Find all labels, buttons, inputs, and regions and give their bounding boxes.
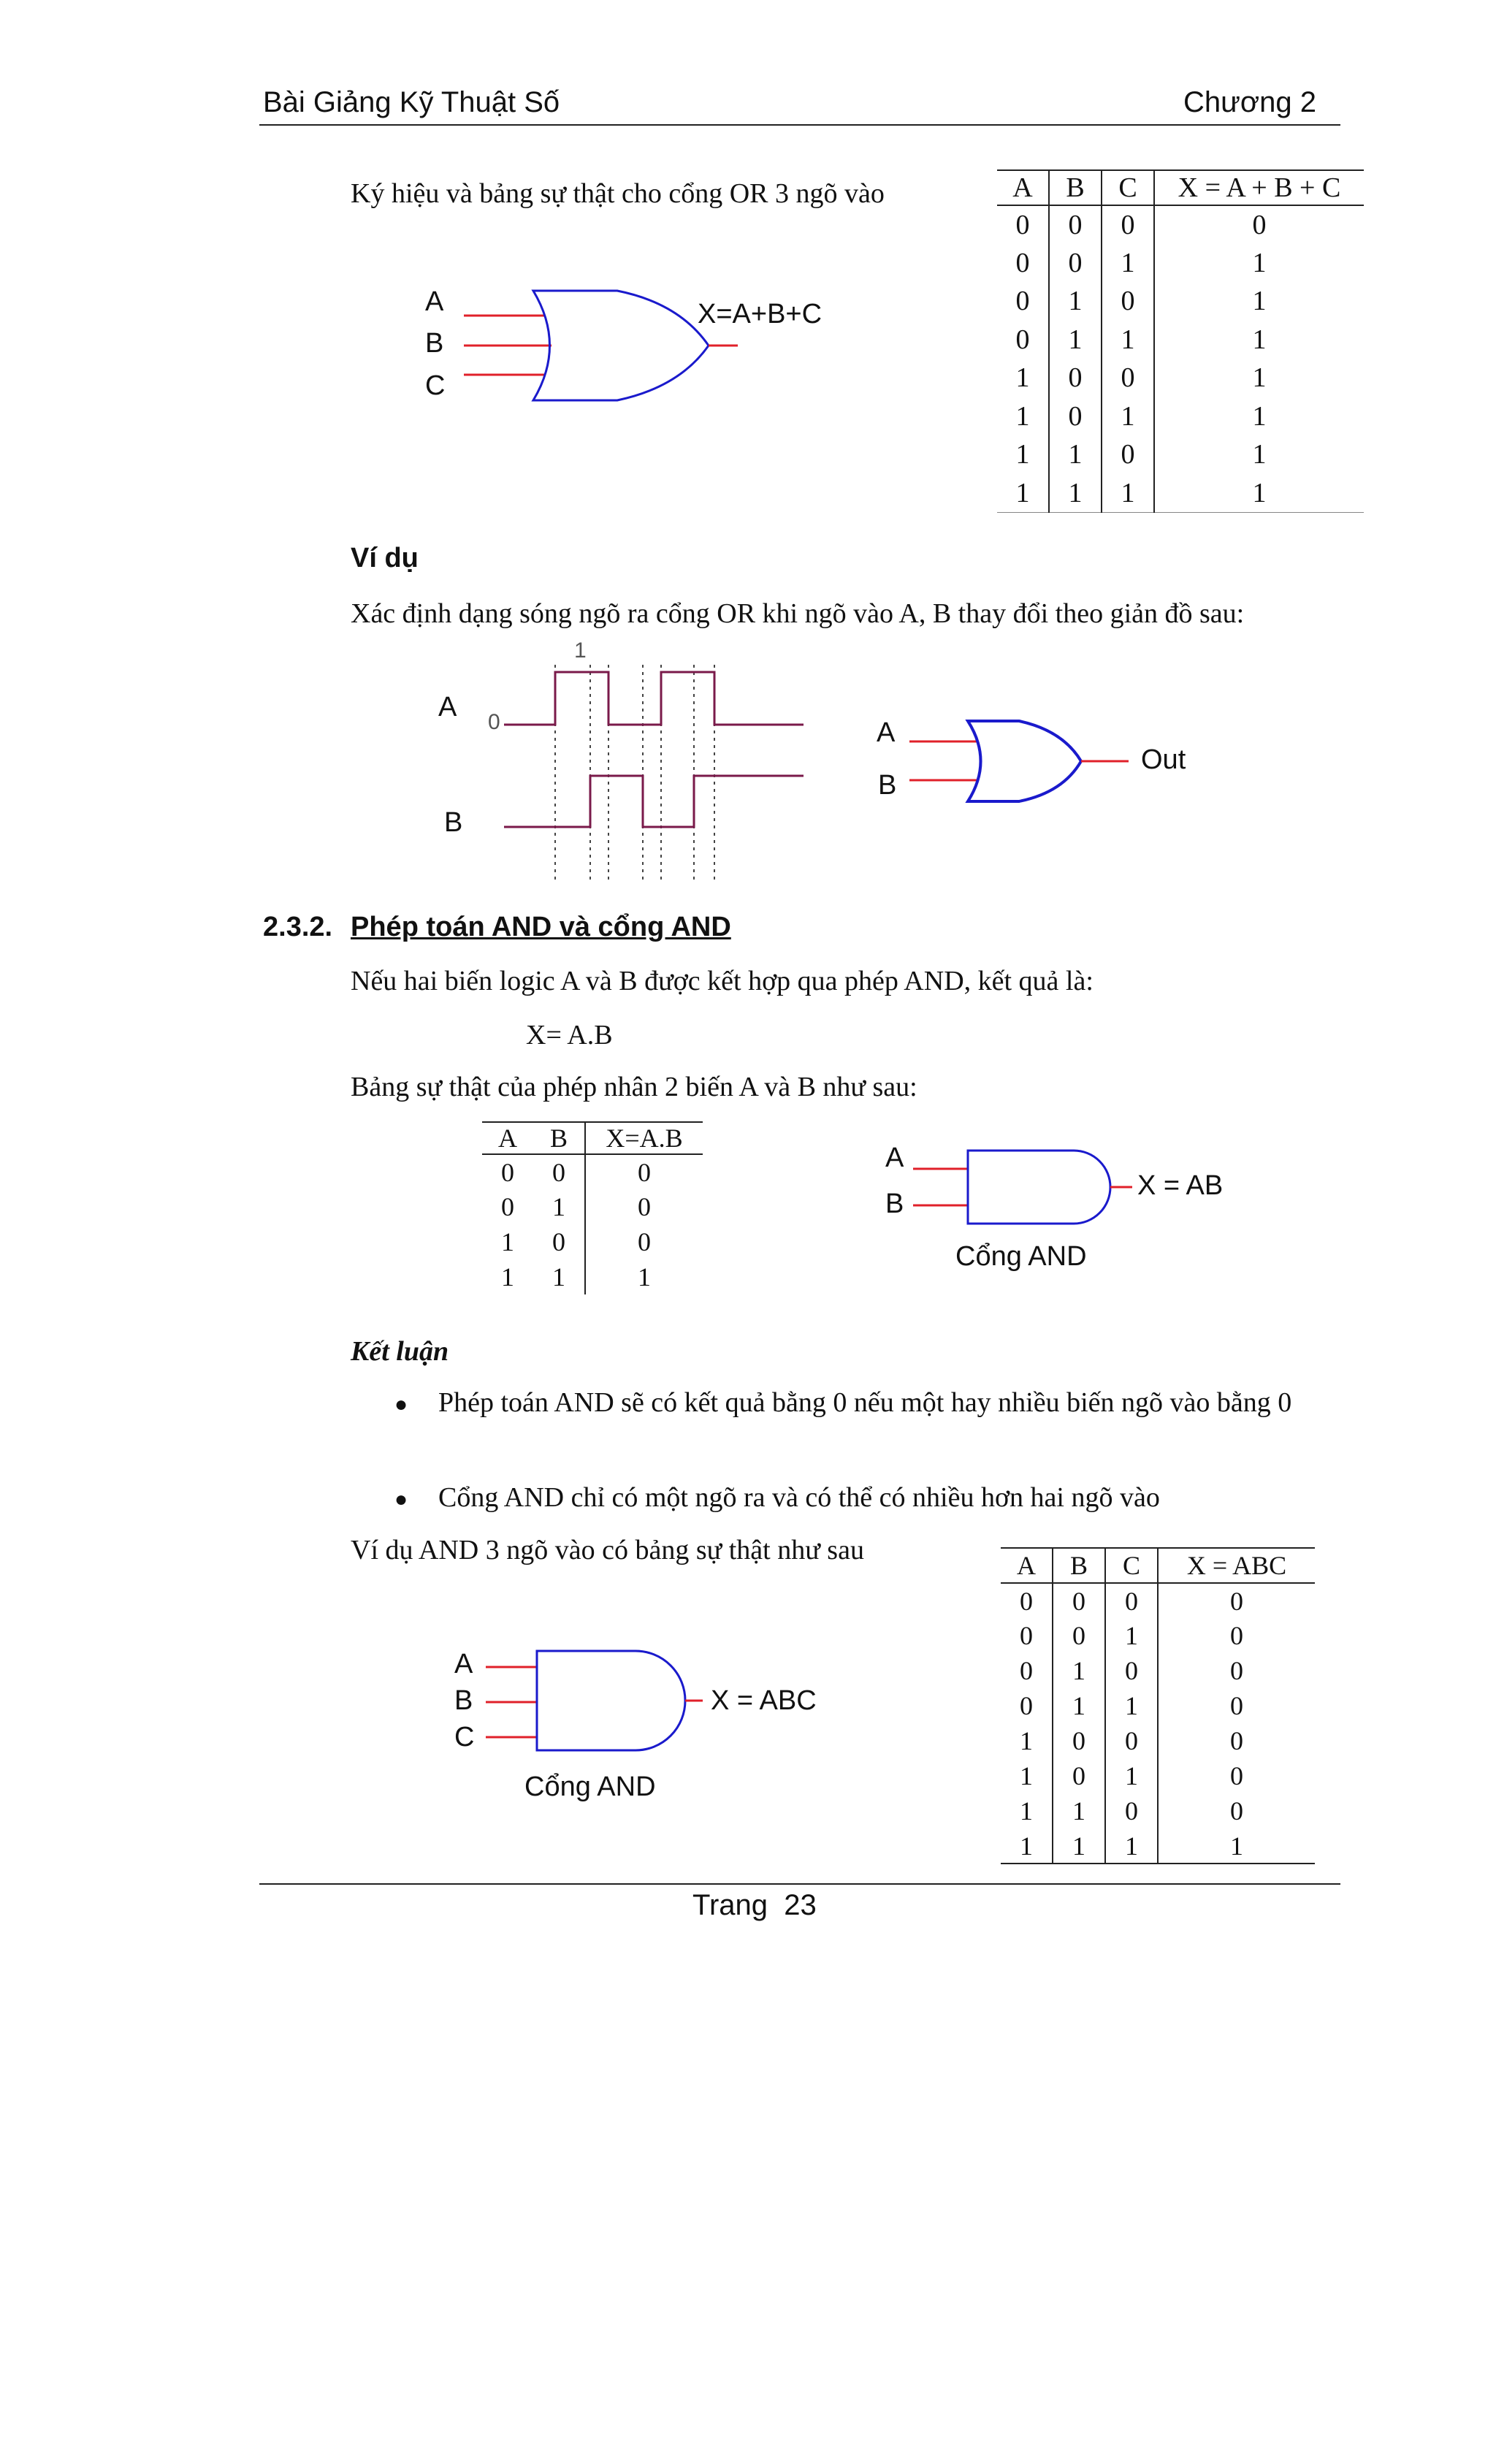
table-cell: 0 — [1230, 1656, 1243, 1685]
table-cell: 0 — [1053, 1583, 1105, 1618]
table-cell: 1 — [1252, 324, 1267, 355]
conclusion-title: Kết luận — [351, 1336, 449, 1367]
waveform-a — [504, 672, 804, 725]
section-number: 2.3.2. — [263, 912, 333, 942]
or3-label-a: A — [425, 286, 444, 317]
table-cell: 0 — [1001, 1618, 1053, 1653]
and-gate-symbol — [537, 1651, 685, 1750]
table-cell: 1 — [1102, 474, 1154, 513]
table-cell: 1 — [1105, 1688, 1158, 1723]
table-row — [1001, 1653, 1315, 1688]
table-header: X=A.B — [606, 1124, 683, 1153]
table-cell: 1 — [1053, 1793, 1105, 1828]
table-cell: 0 — [638, 1157, 651, 1187]
table-row — [1001, 1758, 1315, 1793]
table-cell: 0 — [1049, 205, 1102, 244]
table-cell: 0 — [533, 1224, 585, 1259]
table-cell: 0 — [1001, 1688, 1053, 1723]
table-cell: 0 — [638, 1227, 651, 1256]
and3-label-c: C — [454, 1722, 475, 1752]
table-cell: 0 — [1252, 209, 1267, 240]
table-cell: 0 — [1053, 1723, 1105, 1758]
table-cell: 0 — [1105, 1793, 1158, 1828]
table-cell: 0 — [997, 321, 1049, 359]
table-cell: 1 — [1105, 1828, 1158, 1864]
waveform-b — [504, 776, 804, 827]
conclusion-bullet-1: Phép toán AND sẽ có kết quả bằng 0 nếu một hay nhiều biến ngõ vào bằng 0 — [438, 1387, 1292, 1418]
example-text: Xác định dạng sóng ngõ ra cổng OR khi ngõ vào A, B thay đổi theo giản đồ sau: — [351, 598, 1245, 629]
table-cell: 0 — [997, 205, 1049, 244]
table-cell: 0 — [1102, 282, 1154, 321]
table-cell: 0 — [1049, 397, 1102, 436]
table-row — [997, 282, 1364, 321]
table-row — [997, 474, 1364, 513]
table-cell: 0 — [1105, 1583, 1158, 1618]
table-cell: 1 — [1001, 1828, 1053, 1864]
footer-rule — [259, 1883, 1340, 1885]
table-cell: 1 — [1252, 247, 1267, 278]
waveform-label-a: A — [438, 692, 457, 722]
table-cell: 1 — [1252, 439, 1267, 470]
or3-output-label: X=A+B+C — [698, 299, 823, 329]
table-row — [482, 1154, 703, 1189]
or-gate-symbol — [533, 291, 709, 400]
table-cell: 0 — [501, 1192, 514, 1221]
or3-caption: Ký hiệu và bảng sự thật cho cổng OR 3 ngõ vào — [351, 178, 885, 209]
table-cell: 1 — [1001, 1793, 1053, 1828]
table-row — [1001, 1583, 1315, 1618]
table-cell: 0 — [1105, 1653, 1158, 1688]
example-title: Ví dụ — [351, 543, 419, 573]
table-cell: 0 — [638, 1192, 651, 1221]
table-row — [482, 1224, 703, 1259]
table-header: A — [1001, 1548, 1053, 1583]
table-row — [997, 321, 1364, 359]
and3-gate-caption: Cổng AND — [524, 1771, 656, 1802]
table-cell: 1 — [1102, 321, 1154, 359]
table-cell: 1 — [1049, 435, 1102, 474]
and3-caption-text: Ví dụ AND 3 ngõ vào có bảng sự thật như sau — [351, 1535, 864, 1565]
table-cell: 0 — [1001, 1583, 1053, 1618]
table-cell: 1 — [1105, 1618, 1158, 1653]
waveform-label-b: B — [444, 807, 463, 838]
table-row — [997, 435, 1364, 474]
table-cell: 1 — [997, 359, 1049, 397]
table-cell: 1 — [1102, 244, 1154, 283]
table-cell: 1 — [1252, 477, 1267, 508]
table-row — [997, 205, 1364, 244]
table-cell: 1 — [1053, 1653, 1105, 1688]
or3-label-b: B — [425, 328, 444, 359]
table-cell: 0 — [1105, 1723, 1158, 1758]
table-cell: 1 — [1102, 397, 1154, 436]
table-row — [1001, 1618, 1315, 1653]
table-cell: 0 — [1102, 205, 1154, 244]
and-table-intro: Bảng sự thật của phép nhân 2 biến A và B như sau: — [351, 1072, 917, 1102]
table-cell: 0 — [1230, 1621, 1243, 1650]
header-chapter: Chương 2 — [1183, 86, 1316, 118]
table-cell: 1 — [1053, 1688, 1105, 1723]
table-cell: 1 — [1105, 1758, 1158, 1793]
or3-truth-table — [997, 169, 1364, 513]
table-row — [997, 244, 1364, 283]
table-cell: 1 — [997, 435, 1049, 474]
table-cell: 0 — [1049, 244, 1102, 283]
table-cell: 1 — [638, 1262, 651, 1292]
table-row — [1001, 1723, 1315, 1758]
or3-gate-diagram — [409, 270, 847, 416]
bullet-icon: ● — [394, 1487, 408, 1511]
table-cell: 0 — [1230, 1691, 1243, 1720]
and2-output-label: X = AB — [1137, 1170, 1224, 1201]
table-header: A — [997, 170, 1049, 205]
table-cell: 1 — [501, 1227, 514, 1256]
and-intro: Nếu hai biến logic A và B được kết hợp qua phép AND, kết quả là: — [351, 966, 1094, 996]
table-cell: 1 — [533, 1259, 585, 1294]
and-formula: X= A.B — [526, 1020, 613, 1050]
or-gate-symbol — [968, 721, 1081, 801]
table-cell: 0 — [1053, 1618, 1105, 1653]
header-title: Bài Giảng Kỹ Thuật Số — [263, 86, 560, 118]
table-cell: 1 — [533, 1189, 585, 1224]
or2-output-label: Out — [1141, 744, 1186, 775]
table-header: A — [498, 1124, 517, 1153]
table-cell: 1 — [1053, 1828, 1105, 1864]
page-number: Trang 23 — [692, 1889, 817, 1921]
table-header: B — [1049, 170, 1102, 205]
and2-label-a: A — [885, 1143, 904, 1173]
table-cell: 1 — [1252, 400, 1267, 432]
table-cell: 0 — [1230, 1761, 1243, 1790]
and3-truth-table — [1001, 1547, 1315, 1864]
and2-truth-table — [482, 1121, 703, 1294]
table-header: X = ABC — [1186, 1551, 1287, 1580]
bullet-icon: ● — [394, 1392, 408, 1416]
and3-output-label: X = ABC — [711, 1685, 817, 1716]
table-cell: 0 — [1102, 435, 1154, 474]
table-header: C — [1102, 170, 1154, 205]
table-cell: 0 — [533, 1154, 585, 1189]
table-cell: 0 — [1102, 359, 1154, 397]
table-row — [1001, 1793, 1315, 1828]
table-cell: 1 — [1049, 474, 1102, 513]
and2-caption: Cổng AND — [955, 1241, 1087, 1272]
and3-gate-diagram — [438, 1636, 847, 1812]
and3-label-a: A — [454, 1649, 473, 1679]
table-header: B — [1053, 1548, 1105, 1583]
table-row — [482, 1189, 703, 1224]
table-cell: 0 — [1001, 1653, 1053, 1688]
table-cell: 1 — [1049, 282, 1102, 321]
or2-gate-diagram — [869, 712, 1198, 815]
table-cell: 0 — [1230, 1796, 1243, 1826]
or2-label-b: B — [878, 770, 897, 801]
and3-label-b: B — [454, 1685, 473, 1716]
waveform-diagram — [424, 636, 818, 888]
and-gate-symbol — [968, 1151, 1110, 1224]
waveform-low-label: 0 — [488, 710, 500, 734]
and2-gate-diagram — [877, 1140, 1286, 1286]
table-cell: 1 — [997, 397, 1049, 436]
table-cell: 1 — [1001, 1758, 1053, 1793]
table-header: C — [1105, 1548, 1158, 1583]
table-cell: 0 — [1230, 1726, 1243, 1755]
table-row — [482, 1259, 703, 1294]
table-cell: 1 — [997, 474, 1049, 513]
table-row — [997, 359, 1364, 397]
table-cell: 0 — [997, 282, 1049, 321]
table-cell: 1 — [1252, 362, 1267, 394]
or2-label-a: A — [877, 717, 896, 748]
conclusion-bullet-2: Cổng AND chỉ có một ngõ ra và có thể có nhiều hơn hai ngõ vào — [438, 1482, 1160, 1513]
table-cell: 0 — [1049, 359, 1102, 397]
table-cell: 0 — [1230, 1586, 1243, 1616]
and2-label-b: B — [885, 1189, 904, 1219]
table-cell: 0 — [997, 244, 1049, 283]
header-rule — [259, 124, 1340, 126]
table-cell: 1 — [1049, 321, 1102, 359]
table-cell: 0 — [501, 1157, 514, 1187]
waveform-high-label: 1 — [574, 638, 587, 663]
table-cell: 1 — [1230, 1831, 1243, 1861]
table-cell: 1 — [1001, 1723, 1053, 1758]
table-cell: 0 — [1053, 1758, 1105, 1793]
table-cell: 1 — [501, 1262, 514, 1292]
table-cell: 1 — [1252, 286, 1267, 317]
table-row — [997, 397, 1364, 436]
table-row — [1001, 1688, 1315, 1723]
table-header: B — [533, 1122, 585, 1154]
or3-label-c: C — [425, 370, 446, 401]
table-row — [1001, 1828, 1315, 1864]
section-title: Phép toán AND và cổng AND — [351, 912, 731, 942]
table-header: X = A + B + C — [1178, 172, 1341, 203]
